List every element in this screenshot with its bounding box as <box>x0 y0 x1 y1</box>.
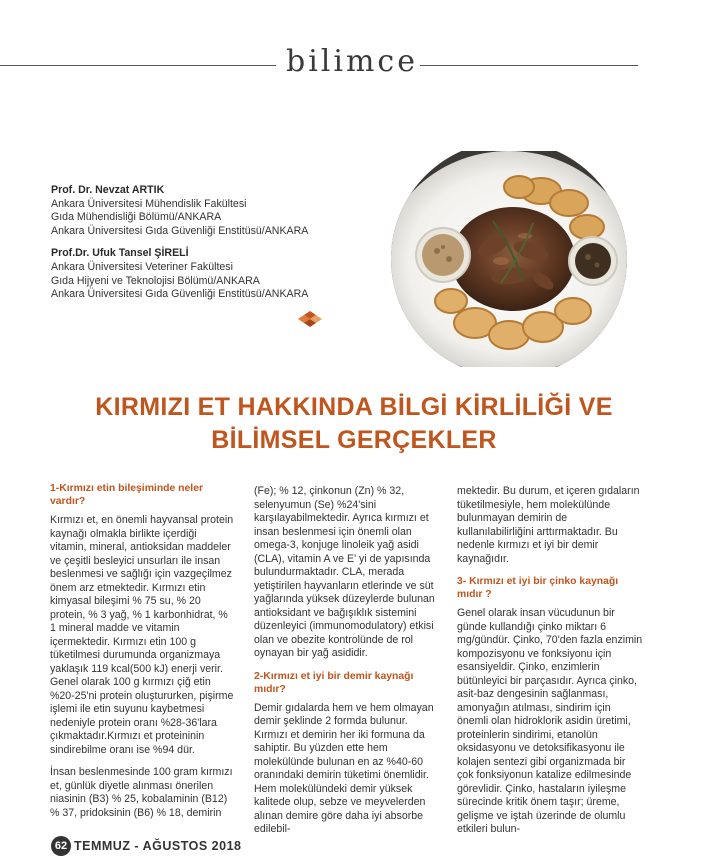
header-rule-left <box>0 65 276 66</box>
cube-ornament-icon <box>296 311 322 327</box>
author-affiliation: Ankara Üniversitesi Gıda Güvenliği Enstitüsü/ANKARA <box>51 224 309 237</box>
section-heading: 2-Kırmızı et iyi bir demir kaynağı mıdır? <box>254 670 414 695</box>
paragraph: Kırmızı et, en önemli hayvansal protein kaynağı olmakla birlikte içerdiği vitamin, mineral, antioksidan maddeler ve çeşitli besleyici unsurları ile insan beslenmesi ve sağlığı için vazgeçilmez önem arz etmektedir. Kırmızı etin kimyasal bileşimi % 75 su, % 20 protein, % 3 yağ, % 1 karbonhidrat, % 1 mineral madde ve vitamin içermektedir. Kırmızı etin 100 g tüketilmesi durumunda organizmaya yaklaşık 119 kcal(500 kJ) enerji verir. Genel olarak 100 g kırmızı çiğ etin %20-25'ni protein oluştururken, pişirme işlemi ile etin suyunu kaybetmesi nedeniyle protein oranı %28-36'lara çıkmaktadır.Kırmızı et proteininin sindirebilme oranı ise %94 dür. <box>50 514 234 756</box>
author-affiliation: Ankara Üniversitesi Mühendislik Fakültesi <box>51 197 247 210</box>
text-column-2 <box>254 485 440 846</box>
article-title <box>60 391 648 457</box>
paragraph: (Fe); % 12, çinkonun (Zn) % 32, selenyumun (Se) %24'sini karşılayabilmektedir. Ayrıca kırmızı et insan beslenmesi için önemli olan omega-3, konjuge linoleik yağ asidi (CLA), vitamin A ve E' yi de yapısında bulundurmaktadır. CLA, merada yetiştirilen hayvanların etlerinde ve süt yağlarında yüksek düzeylerde bulunan antioksidant ve bağışıklık sistemini düzenleyici (immunomodulatory) etkisi olan ve obezite kontrolünde de rol oynayan bir yağ asididir. <box>254 485 435 659</box>
article-title-line: KIRMIZI ET HAKKINDA BİLGİ KİRLİLİĞİ VE <box>95 393 613 421</box>
article-title-line: BİLİMSEL GERÇEKLER <box>211 426 497 454</box>
author-affiliation: Gıda Hijyeni ve Teknolojisi Bölümü/ANKARA <box>51 274 260 287</box>
paragraph: İnsan beslenmesinde 100 gram kırmızı et, günlük diyetle alınması önerilen niasinin (B3) % 25, kobalaminin (B12) % 37, pridoksinin (B6) % 18, demirin <box>50 766 233 819</box>
paragraph: mektedir. Bu durum, et içeren gıdaların tüketilmesiyle, hem molekülünde bulunmayan demirin de kullanılabilirliğini arttırmaktadır. Bu nedenle kırmızı et iyi bir demir kaynağıdır. <box>457 485 640 565</box>
magazine-name: bilimce <box>286 44 418 79</box>
meat-dish-photo <box>383 151 635 367</box>
text-column-1 <box>50 482 235 829</box>
author-name: Prof.Dr. Ufuk Tansel ŞİRELİ <box>51 247 189 260</box>
author-block <box>51 184 381 302</box>
paragraph: Genel olarak insan vücudunun bir günde kullandığı çinko miktarı 6 mg/gündür. Çinko, 70'den fazla enzimin kompozisyonu ve fonksiyonu için esansiyeldir. Çinko, enzimlerin bütünleyici bir parçasıdır. Ayrıca çinko, asit-baz dengesinin sağlanması, amonyağın atılması, sindirim için önemli olan hidroklorik asidin üretimi, proteinlerin sindirimi, etanolün oksidasyonu ve detoksifikasyonu ile kolajen sentezi gibi organizmada bir çok fonksiyonun katalize edilmesinde görevlidir. Çinko, hastaların iyileşme sürecinde kritik önem taşır; üreme, gelişme ve iştah üzerinde de olumlu etkileri bulun- <box>457 607 643 835</box>
section-heading: 1-Kırmızı etin bileşiminde neler vardır? <box>50 483 204 507</box>
author-name: Prof. Dr. Nevzat ARTIK <box>51 184 165 196</box>
header-rule-right <box>420 65 638 66</box>
author-affiliation: Gıda Mühendisliği Bölümü/ANKARA <box>51 211 222 224</box>
paragraph: Demir gıdalarda hem ve hem olmayan demir şeklinde 2 formda bulunur. Kırmızı et demirin her iki formuna da sahiptir. Bu yüzden ette hem molekülünde bulunan en az %40-60 oranındaki demirin tüketimi önemlidir. Hem molekülündeki demir yüksek kalitede olup, sebze ve meyvelerden alınan demire göre daha iyi absorbe edilebil- <box>254 701 434 835</box>
issue-date: TEMMUZ - AĞUSTOS 2018 <box>74 839 242 853</box>
section-heading: 3- Kırmızı et iyi bir çinko kaynağı mıdır ? <box>457 576 619 600</box>
text-column-3 <box>457 485 643 846</box>
author-affiliation: Ankara Üniversitesi Gıda Güvenliği Enstitüsü/ANKARA <box>51 288 309 301</box>
author-affiliation: Ankara Üniversitesi Veteriner Fakültesi <box>51 260 233 273</box>
page-number: 62 <box>51 836 71 856</box>
